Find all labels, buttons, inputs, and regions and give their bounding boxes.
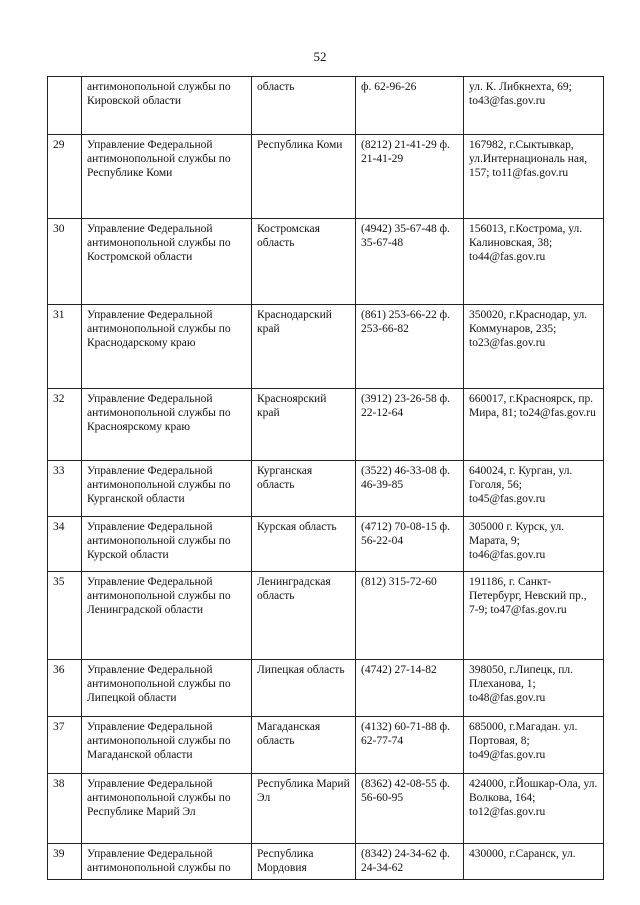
table-row <box>48 660 604 717</box>
address: 350020, г.Краснодар, ул. Коммунаров, 235; to23@fas.gov.ru <box>464 305 604 389</box>
table-row <box>48 717 604 774</box>
row-number: 30 <box>48 219 82 305</box>
office-name: Управление Федеральной антимонопольной службы по Республике Марий Эл <box>82 774 252 844</box>
office-name: Управление Федеральной антимонопольной службы по Липецкой области <box>82 660 252 717</box>
phone: (4742) 27-14-82 <box>356 660 464 717</box>
office-name: Управление Федеральной антимонопольной службы по Курской области <box>82 517 252 572</box>
phone: ф. 62-96-26 <box>356 77 464 135</box>
region: Курская область <box>252 517 356 572</box>
region: Липецкая область <box>252 660 356 717</box>
row-number <box>48 77 82 135</box>
fas-offices-table <box>47 76 604 880</box>
table-row <box>48 844 604 880</box>
office-name: Управление Федеральной антимонопольной службы по Краснодарскому краю <box>82 305 252 389</box>
row-number: 34 <box>48 517 82 572</box>
phone: (3522) 46-33-08 ф. 46-39-85 <box>356 461 464 517</box>
office-name: Управление Федеральной антимонопольной службы по Республике Коми <box>82 135 252 219</box>
phone: (4942) 35-67-48 ф. 35-67-48 <box>356 219 464 305</box>
address: ул. К. Либкнехта, 69; to43@fas.gov.ru <box>464 77 604 135</box>
address: 685000, г.Магадан. ул. Портовая, 8; to49@fas.gov.ru <box>464 717 604 774</box>
phone: (812) 315-72-60 <box>356 572 464 660</box>
office-name: антимонопольной службы по Кировской области <box>82 77 252 135</box>
row-number: 32 <box>48 389 82 461</box>
phone: (8362) 42-08-55 ф. 56-60-95 <box>356 774 464 844</box>
address: 640024, г. Курган, ул. Гоголя, 56; to45@fas.gov.ru <box>464 461 604 517</box>
phone: (861) 253-66-22 ф. 253-66-82 <box>356 305 464 389</box>
table-row <box>48 389 604 461</box>
address: 660017, г.Красноярск, пр. Мира, 81; to24@fas.gov.ru <box>464 389 604 461</box>
page-number: 52 <box>313 49 327 64</box>
office-name: Управление Федеральной антимонопольной службы по Ленинградской области <box>82 572 252 660</box>
phone: (3912) 23-26-58 ф. 22-12-64 <box>356 389 464 461</box>
region: область <box>252 77 356 135</box>
office-name: Управление Федеральной антимонопольной службы по Красноярскому краю <box>82 389 252 461</box>
row-number: 39 <box>48 844 82 880</box>
row-number: 36 <box>48 660 82 717</box>
phone: (8342) 24-34-62 ф. 24-34-62 <box>356 844 464 880</box>
row-number: 35 <box>48 572 82 660</box>
office-name: Управление Федеральной антимонопольной службы по Магаданской области <box>82 717 252 774</box>
row-number: 29 <box>48 135 82 219</box>
table-row <box>48 219 604 305</box>
table-row <box>48 774 604 844</box>
address: 191186, г. Санкт-Петербург, Невский пр., 7-9; to47@fas.gov.ru <box>464 572 604 660</box>
address: 305000 г. Курск, ул. Марата, 9; to46@fas.gov.ru <box>464 517 604 572</box>
table-row <box>48 517 604 572</box>
address: 167982, г.Сыктывкар, ул.Интернациональ ная, 157; to11@fas.gov.ru <box>464 135 604 219</box>
office-name: Управление Федеральной антимонопольной службы по Костромской области <box>82 219 252 305</box>
region: Республика Мордовия <box>252 844 356 880</box>
phone: (8212) 21-41-29 ф. 21-41-29 <box>356 135 464 219</box>
address: 424000, г.Йошкар-Ола, ул. Волкова, 164; to12@fas.gov.ru <box>464 774 604 844</box>
region: Краснодарский край <box>252 305 356 389</box>
table-row <box>48 135 604 219</box>
row-number: 33 <box>48 461 82 517</box>
table-row <box>48 572 604 660</box>
table-row <box>48 305 604 389</box>
region: Красноярский край <box>252 389 356 461</box>
region: Ленинградская область <box>252 572 356 660</box>
region: Магаданская область <box>252 717 356 774</box>
address: 156013, г.Кострома, ул. Калиновская, 38; to44@fas.gov.ru <box>464 219 604 305</box>
region: Республика Марий Эл <box>252 774 356 844</box>
region: Костромская область <box>252 219 356 305</box>
region: Республика Коми <box>252 135 356 219</box>
address: 398050, г.Липецк, пл. Плеханова, 1; to48@fas.gov.ru <box>464 660 604 717</box>
region: Курганская область <box>252 461 356 517</box>
address: 430000, г.Саранск, ул. <box>464 844 604 880</box>
table-row <box>48 77 604 135</box>
office-name: Управление Федеральной антимонопольной службы по <box>82 844 252 880</box>
office-name: Управление Федеральной антимонопольной службы по Курганской области <box>82 461 252 517</box>
row-number: 38 <box>48 774 82 844</box>
phone: (4712) 70-08-15 ф. 56-22-04 <box>356 517 464 572</box>
table-row <box>48 461 604 517</box>
phone: (4132) 60-71-88 ф. 62-77-74 <box>356 717 464 774</box>
row-number: 37 <box>48 717 82 774</box>
row-number: 31 <box>48 305 82 389</box>
